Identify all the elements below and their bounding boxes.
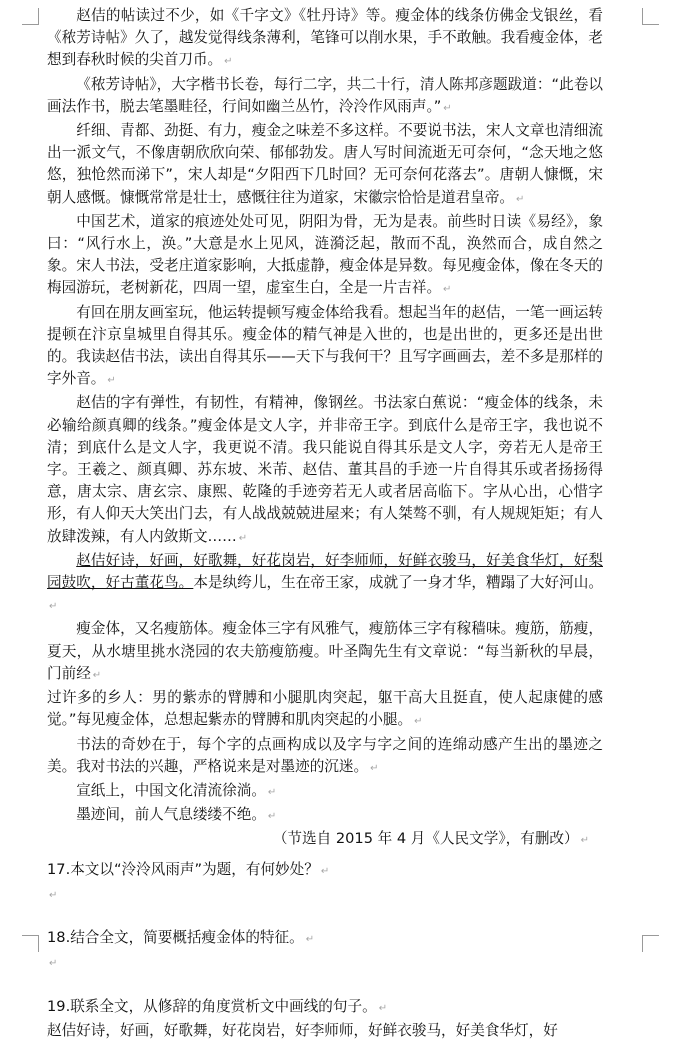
return-mark: ↵ <box>414 716 423 728</box>
paragraph-text: 有回在朋友画室玩，他运转提顿写瘦金体给我看。想起当年的赵佶，一笔一画运转提顿在汴京皇城里自得其乐。瘦金体的精气神是入世的，也是出世的，更多还是出世的。我读赵佶书法，读出自得其乐——天下与我何干？且写字画画去，差不多是那样的字外音。 <box>47 303 603 388</box>
question-text: 19.联系全文，从修辞的角度赏析文中画线的句子。 <box>47 997 377 1015</box>
question-quote-text: 赵佶好诗，好画，好歌舞，好花岗岩，好李师师，好鲜衣骏马，好美食华灯，好 <box>47 1021 558 1039</box>
page-corner-mark-top-left <box>22 8 39 25</box>
paragraph-text: 本是纨绔儿，生在帝王家，成就了一身才华，糟蹋了大好河山。 <box>193 574 603 592</box>
article-paragraph-2 <box>47 74 603 120</box>
page-corner-mark-bottom-left <box>22 935 39 952</box>
article-paragraph-3 <box>47 120 603 211</box>
paragraph-text: 过许多的乡人：男的紫赤的臂膊和小腿肌肉突起，躯干高大且挺直，使人起康健的感觉。”每见瘦金体，总想起紫赤的臂膊和肌肉突起的小腿。 <box>47 689 603 729</box>
article-paragraph-9 <box>47 734 603 780</box>
page-corner-mark-top-right <box>642 8 659 25</box>
article-paragraph-10 <box>47 780 603 804</box>
return-mark: ↵ <box>107 375 116 387</box>
question-text: 17.本文以“泠泠风雨声”为题，有何妙处？ <box>47 860 319 878</box>
return-mark: ↵ <box>378 1002 388 1014</box>
page-corner-mark-bottom-right <box>642 935 659 952</box>
article-paragraph-8 <box>47 618 603 687</box>
answer-space <box>47 883 603 905</box>
return-mark: ↵ <box>49 958 58 970</box>
return-mark: ↵ <box>443 284 452 296</box>
document-body[interactable] <box>47 5 603 1042</box>
return-mark: ↵ <box>267 811 277 823</box>
question-19-quote <box>47 1020 603 1042</box>
return-mark: ↵ <box>92 669 102 681</box>
question-17 <box>47 859 603 883</box>
paragraph-text: 墨迹间，前人气息缕缕不绝。 <box>76 806 266 824</box>
paragraph-text: 《秾芳诗帖》，大字楷书长卷，每行二字，共二十行，清人陈邦彦题跋道：“此卷以画法作书，脱去笔墨畦径，行间如幽兰丛竹，泠泠作风雨声。” <box>47 75 603 115</box>
return-mark: ↵ <box>320 865 330 877</box>
paragraph-text: 书法的奇妙在于，每个字的点画构成以及字与字之间的连绵动感产生出的墨迹之美。我对书法的兴趣，严格说来是对墨迹的沉迷。 <box>47 735 603 775</box>
answer-space <box>47 973 603 995</box>
source-text: （节选自 2015 年 4 月《人民文学》，有删改） <box>272 830 579 848</box>
paragraph-text: 中国艺术，道家的痕迹处处可见，阴阳为骨，无为是表。前些时日读《易经》，象曰：“风行水上，涣。”大意是水上见风，涟漪泛起，散而不乱，涣然而合，成自然之象。宋人书法，受老庄道家影响，大抵虚静，瘦金体是异数。每见瘦金体，像在冬天的梅园游玩，老树新花，四周一望，虚室生白，全是一片吉祥。 <box>47 212 603 297</box>
return-mark: ↵ <box>370 762 379 774</box>
return-mark: ↵ <box>516 193 525 205</box>
article-paragraph-1 <box>47 5 603 74</box>
return-mark: ↵ <box>443 102 452 114</box>
paragraph-text: 瘦金体，又名瘦筋体。瘦金体三字有风雅气，瘦筋体三字有稼穑味。瘦筋，筋瘦，夏天，从水塘里挑水浇园的农夫筋瘦筋瘦。叶圣陶先生有文章说：“每当新秋的早晨，门前经 <box>47 620 603 682</box>
paragraph-text: 赵佶的帖读过不少，如《千字文》《牡丹诗》等。瘦金体的线条仿佛金戈银丝，看《秾芳诗帖》久了，越发觉得线条薄利，笔锋可以削水果，手不敢触。我看瘦金体，老想到春秋时候的尖首刀币。 <box>47 7 603 69</box>
article-paragraph-8-continued <box>47 687 603 733</box>
question-text: 18.结合全文，简要概括瘦金体的特征。 <box>47 929 304 947</box>
article-paragraph-7 <box>47 550 603 619</box>
question-18 <box>47 927 603 951</box>
article-paragraph-6 <box>47 392 603 549</box>
return-mark: ↵ <box>49 601 58 613</box>
article-source <box>47 828 603 852</box>
question-19 <box>47 996 603 1020</box>
paragraph-text: 纤细、青都、劲挺、有力，瘦金之味差不多这样。不要说书法，宋人文章也清细流出一派文气，不像唐朝欣欣向荣、郁郁勃发。唐人写时间流逝无可奈何，“念天地之悠悠，独怆然而涕下”，宋人却是“夕阳西下几时回？无可奈何花落去”。唐朝人慷慨，宋朝人感慨。慷慨常常是壮士，感慨往往为道家，宋徽宗恰恰是道君皇帝。 <box>47 122 603 206</box>
article-paragraph-11 <box>47 804 603 828</box>
return-mark: ↵ <box>238 532 248 544</box>
return-mark: ↵ <box>224 56 233 68</box>
paragraph-text: 宣纸上，中国文化清流徐淌。 <box>76 781 266 799</box>
return-mark: ↵ <box>580 835 589 847</box>
paragraph-text: 赵佶的字有弹性，有韧性，有精神，像钢丝。书法家白蕉说：“瘦金体的线条，未必输给颜真卿的线条。”瘦金体是文人字，并非帝王字。到底什么是帝王字，我也说不清；到底什么是文人字，我更说不清。我只能说自得其乐是文人字，旁若无人是帝王字。王羲之、颜真卿、苏东坡、米芾、赵佶、董其昌的手迹一片自得其乐或者扬扬得意，唐太宗、唐玄宗、康熙、乾隆的手迹旁若无人或者居高临下。字从心出，心惜字形，有人仰天大笑出门去，有人战战兢兢进屋来；有人桀骜不驯，有人规规矩矩；有人放肆泼辣，有人内敛斯文…… <box>47 394 603 545</box>
return-mark: ↵ <box>267 786 277 798</box>
article-paragraph-5 <box>47 302 603 393</box>
answer-space <box>47 905 603 927</box>
return-mark: ↵ <box>49 889 58 901</box>
underlined-sentence: 赵佶好诗，好画，好歌舞，好花岗岩，好李师师，好鲜衣骏马，好美食华灯，好梨园鼓吹，好古董花鸟。 <box>47 551 603 592</box>
return-mark: ↵ <box>305 934 315 946</box>
article-paragraph-4 <box>47 211 603 302</box>
answer-space <box>47 951 603 973</box>
